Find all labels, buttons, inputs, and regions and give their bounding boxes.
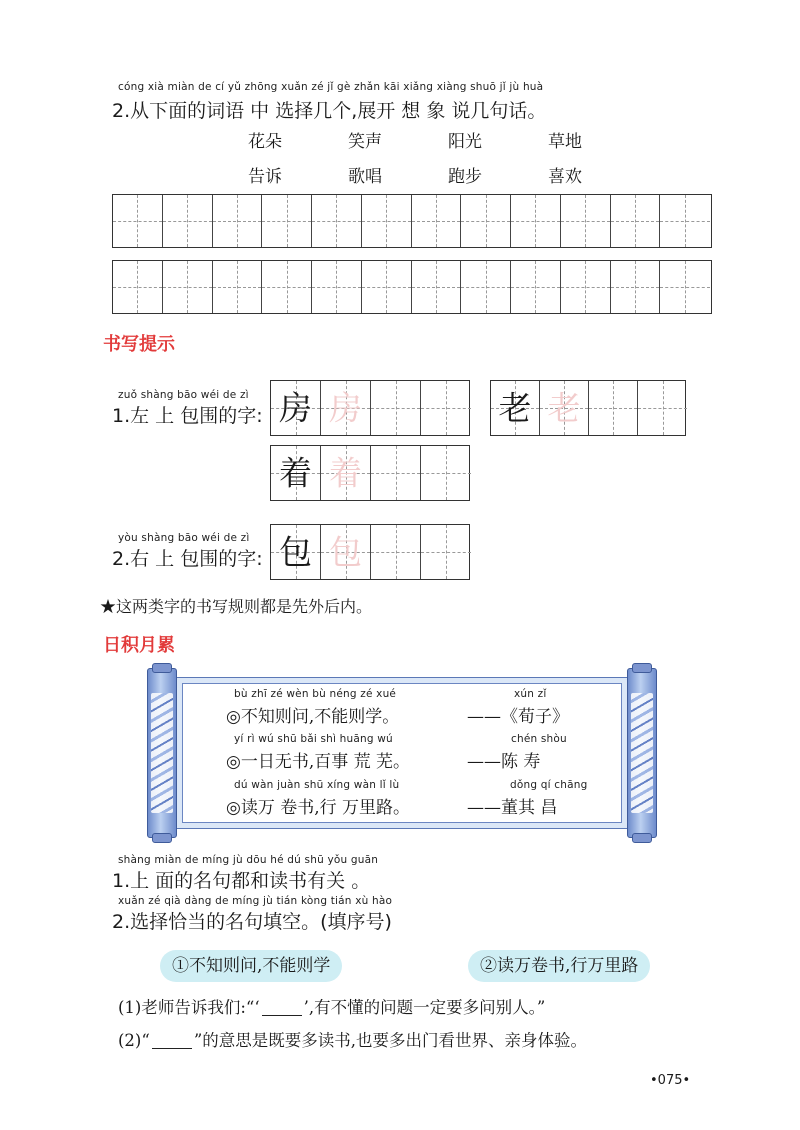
writing-grid-row-1[interactable]: [112, 194, 712, 248]
word-item: 喜欢: [548, 167, 582, 187]
grid-cell[interactable]: [321, 381, 371, 435]
quote3-author-pinyin: dǒng qí chāng: [510, 779, 588, 791]
fill-question-1-start: (1)老师告诉我们:“‘: [118, 998, 260, 1017]
option-2: ②读万卷书,行万里路: [468, 950, 650, 982]
word-item: 告诉: [248, 167, 282, 187]
writing-rule-note: ★这两类字的书写规则都是先外后内。: [100, 597, 373, 616]
tip2-label: 2.右 上 包围的字:: [112, 548, 263, 570]
grid-cell[interactable]: [362, 195, 412, 247]
q1-text: 1.上 面的名句都和读书有关 。: [112, 870, 371, 892]
word-item: 花朵: [248, 132, 282, 152]
word-item: 阳光: [448, 132, 482, 152]
model-character: 老: [498, 388, 532, 428]
tip1-pinyin: zuǒ shàng bāo wéi de zì: [118, 389, 249, 401]
quote3-pinyin: dú wàn juàn shū xíng wàn lǐ lù: [234, 779, 400, 791]
wave-pattern-icon: [631, 693, 653, 813]
grid-cell[interactable]: [271, 381, 321, 435]
tip2-grid-bao[interactable]: [270, 524, 470, 580]
quote3-text: ◎读万 卷书,行 万里路。: [226, 798, 411, 818]
grid-cell[interactable]: [213, 195, 263, 247]
scroll-roller-right: [627, 668, 657, 838]
quote3-author: ——董其 昌: [467, 798, 558, 818]
word-item: 草地: [548, 132, 582, 152]
grid-cell[interactable]: [262, 261, 312, 313]
page-number: •075•: [650, 1073, 691, 1088]
q2-text-lower: 2.选择恰当的名句填空。(填序号): [112, 911, 392, 933]
grid-cell[interactable]: [561, 261, 611, 313]
grid-cell[interactable]: [461, 195, 511, 247]
grid-cell[interactable]: [511, 261, 561, 313]
grid-cell[interactable]: [589, 381, 638, 435]
section-title-writing-tips: 书写提示: [103, 334, 175, 355]
grid-cell[interactable]: [561, 195, 611, 247]
section-title-daily: 日积月累: [103, 635, 175, 656]
quote2-pinyin: yí rì wú shū bǎi shì huāng wú: [234, 733, 393, 745]
tip1-grid-lao[interactable]: [490, 380, 686, 436]
grid-cell[interactable]: [371, 446, 421, 500]
roller-cap-bottom: [152, 833, 172, 843]
quote1-author-pinyin: xún zǐ: [514, 688, 547, 700]
roller-cap-top: [632, 663, 652, 673]
grid-cell[interactable]: [113, 195, 163, 247]
fill-question-2-start: (2)“: [118, 1031, 150, 1050]
scroll-roller-left: [147, 668, 177, 838]
grid-cell[interactable]: [262, 195, 312, 247]
grid-cell[interactable]: [312, 261, 362, 313]
answer-blank-2[interactable]: [152, 1032, 192, 1050]
fill-question-1-end: ’,有不懂的问题一定要多问别人。”: [303, 998, 546, 1017]
grid-cell[interactable]: [113, 261, 163, 313]
grid-cell[interactable]: [491, 381, 540, 435]
grid-cell[interactable]: [371, 381, 421, 435]
quote2-text: ◎一日无书,百事 荒 芜。: [226, 752, 411, 772]
fill-question-2-end: ”的意思是既要多读书,也要多出门看世界、亲身体验。: [193, 1031, 587, 1050]
grid-cell[interactable]: [611, 261, 661, 313]
q1-pinyin: shàng miàn de míng jù dōu hé dú shū yǒu guān: [118, 854, 379, 866]
grid-cell[interactable]: [660, 261, 710, 313]
fill-question-1: [118, 994, 545, 1018]
q2-pinyin: cóng xià miàn de cí yǔ zhōng xuǎn zé jǐ gè zhǎn kāi xiǎng xiàng shuō jǐ jù huà: [118, 81, 544, 93]
tip2-pinyin: yòu shàng bāo wéi de zì: [118, 532, 250, 544]
grid-cell[interactable]: [271, 446, 321, 500]
grid-cell[interactable]: [461, 261, 511, 313]
grid-cell[interactable]: [511, 195, 561, 247]
grid-cell[interactable]: [660, 195, 710, 247]
tip1-grid-zhe[interactable]: [270, 445, 470, 501]
grid-cell[interactable]: [163, 195, 213, 247]
fill-question-2: [118, 1027, 587, 1051]
grid-cell[interactable]: [421, 381, 471, 435]
quote2-author-pinyin: chén shòu: [511, 733, 567, 745]
tip1-grid-fang[interactable]: [270, 380, 470, 436]
writing-grid-row-2[interactable]: [112, 260, 712, 314]
quote1-pinyin: bù zhī zé wèn bù néng zé xué: [234, 688, 397, 700]
q2-pinyin-lower: xuǎn zé qià dàng de míng jù tián kòng tián xù hào: [118, 895, 393, 907]
word-item: 歌唱: [348, 167, 382, 187]
grid-cell[interactable]: [421, 446, 471, 500]
quote1-author: ——《荀子》: [467, 707, 569, 727]
trace-character: 房: [329, 388, 362, 428]
grid-cell[interactable]: [540, 381, 589, 435]
q2-prompt: 2.从下面的词语 中 选择几个,展开 想 象 说几句话。: [112, 100, 547, 122]
quote1-text: ◎不知则问,不能则学。: [226, 707, 400, 727]
grid-cell[interactable]: [412, 195, 462, 247]
grid-cell[interactable]: [271, 525, 321, 579]
grid-cell[interactable]: [321, 525, 371, 579]
roller-cap-bottom: [632, 833, 652, 843]
grid-cell[interactable]: [362, 261, 412, 313]
grid-cell[interactable]: [213, 261, 263, 313]
tip1-label: 1.左 上 包围的字:: [112, 405, 263, 427]
grid-cell[interactable]: [611, 195, 661, 247]
grid-cell[interactable]: [371, 525, 421, 579]
model-character: 房: [279, 388, 312, 428]
grid-cell[interactable]: [312, 195, 362, 247]
roller-cap-top: [152, 663, 172, 673]
model-character: 包: [279, 532, 312, 572]
word-item: 跑步: [448, 167, 482, 187]
trace-character: 着: [329, 453, 362, 493]
grid-cell[interactable]: [412, 261, 462, 313]
grid-cell[interactable]: [638, 381, 687, 435]
grid-cell[interactable]: [421, 525, 471, 579]
trace-character: 包: [329, 532, 362, 572]
trace-character: 老: [547, 388, 581, 428]
quote2-author: ——陈 寿: [467, 752, 541, 772]
wave-pattern-icon: [151, 693, 173, 813]
word-choices: [248, 127, 608, 187]
answer-blank-1[interactable]: [262, 999, 302, 1017]
grid-cell[interactable]: [321, 446, 371, 500]
word-item: 笑声: [348, 132, 382, 152]
option-1: ①不知则问,不能则学: [160, 950, 342, 982]
model-character: 着: [279, 453, 312, 493]
grid-cell[interactable]: [163, 261, 213, 313]
